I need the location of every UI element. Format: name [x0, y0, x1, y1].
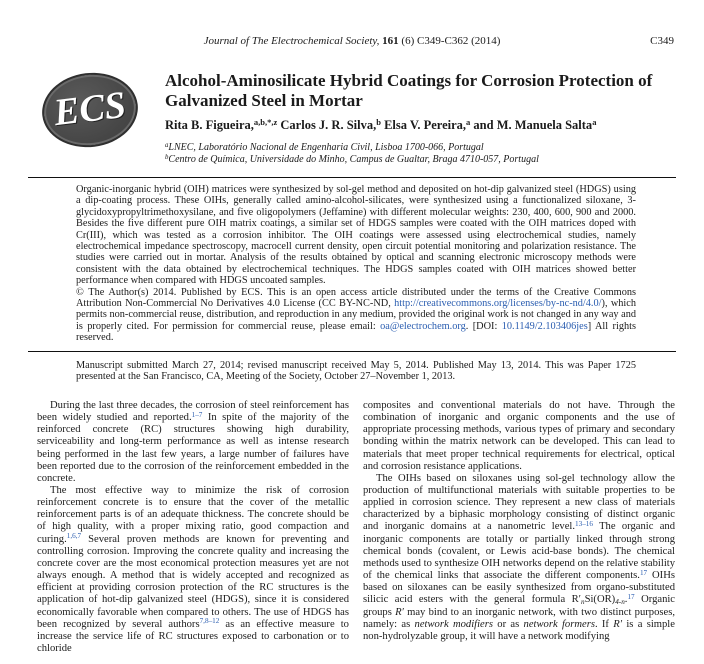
affiliation-b: [165, 154, 674, 166]
text-segment: network formers: [523, 618, 595, 630]
text-segment: . [DOI:: [465, 320, 502, 332]
text-segment: Carlos J. R. Silva,: [277, 118, 377, 132]
journal-issue-info: (6) C349-C362 (2014): [398, 35, 501, 47]
authors-line: [165, 118, 674, 133]
text-segment: . If: [594, 618, 614, 630]
citation-ref[interactable]: 7,8–12: [199, 617, 220, 626]
text-segment: The organic and inorganic components are totally or partially linked through strong chemical bonds (covalent, or Lewis acid-base bonds). The chemical methods used to synthesize OIH networks depend on the relative stability of the chemical links that associate the different components.: [363, 521, 675, 582]
page-header: [0, 35, 704, 49]
left-column: [37, 400, 349, 655]
text-segment: Elsa V. Pereira,: [380, 118, 467, 132]
text-segment: R′: [395, 606, 404, 618]
text-segment: a,b,*,z: [253, 117, 278, 128]
doi-link[interactable]: 10.1149/2.103406jes: [501, 320, 588, 332]
text-segment: as an effective measure to increase the service life of RC structures exposed to carbonation or to chloride: [37, 618, 349, 654]
body-columns: [37, 400, 675, 655]
text-segment: Centro de Química, Universidade do Minho, Campus de Gualtar, Braga 4710-057, Portugal: [168, 154, 539, 165]
page-number: C349: [650, 35, 674, 47]
paper-title: Alcohol-Aminosilicate Hybrid Coatings for Corrosion Protection of Galvanized Steel in Mortar: [165, 71, 653, 110]
text-segment: n: [581, 598, 585, 607]
citation-ref[interactable]: 17: [627, 593, 635, 602]
text-segment: or as: [493, 618, 524, 630]
manuscript-note: Manuscript submitted March 27, 2014; revised manuscript received May 5, 2014. Published May 13, 2014. This was Paper 1725 presented at the San Francisco, CA, Meeting of the Society, October 27–November 1, 2013.: [76, 359, 636, 383]
text-segment: may bind to an inorganic network, with two distinct purposes, namely: as: [363, 606, 675, 630]
text-segment: b: [165, 153, 169, 161]
citation-ref[interactable]: 1–7: [191, 410, 203, 419]
text-segment: Rita B. Figueira,: [165, 118, 254, 132]
text-segment: Several proven methods are known for preventing and controlling corrosion. Improving the concrete quality and increasing the concrete cover are the most economical protection measures yet are not always enough. A method that is widely accepted and recognized as efficient at providing corrosion protection of the RC structures is the application of hot-dip galvanized steel (HDGS), since it is considered economically favorable when compared to others. The use of HDGS has been recognized by several authors: [37, 533, 349, 630]
text-segment: The most effective way to minimize the risk of corrosion reinforcement concrete is to ensure that the cover of the metallic reinforcement parts is of an adequate thickness. The concrete should be of high quality, with a proper mixing ratio, good compaction and curing.: [37, 484, 349, 545]
affiliation-a: [165, 142, 674, 154]
right-column: [363, 400, 675, 655]
text-segment: .: [624, 594, 628, 606]
text-segment: 4-n: [615, 598, 625, 607]
citation-ref[interactable]: 1,6,7: [66, 532, 82, 541]
cc-license-link[interactable]: http://creativecommons.org/licenses/by-nc-nd/4.0/: [394, 298, 602, 310]
text-segment: composites and conventional materials do not have. Through the combination of inorganic and organic components and the use of appropriate processing methods, various types of primary and secondary bonding within the matrix network can be developed. This can lead to materials that meet proper technical requirements for electrical, optical and corrosion resistance applications.: [363, 399, 675, 472]
text-segment: ] All rights reserved.: [76, 320, 636, 344]
citation-ref[interactable]: 17: [639, 568, 648, 577]
text-segment: OIHs based on siloxanes can be easily synthesized from organo-substituted silicic acid esters with the general formula R′: [363, 570, 675, 606]
text-segment: ), which permits non-commercial reuse, distribution, and reproduction in any medium, provided the original work is not changed in any way and is properly cited. For permission for commercial reuse, please email:: [76, 298, 636, 332]
text-segment: a: [592, 117, 597, 128]
ecs-logo-text: ECS: [51, 83, 129, 135]
title-block: [42, 71, 674, 166]
body-paragraph: [37, 485, 349, 655]
text-segment: and M. Manuela Salta: [470, 118, 593, 132]
title-authors: [165, 71, 674, 166]
text-segment: In spite of the majority of the reinforced concrete (RC) structures showing high durability, serviceability and long-term performance as well as intense research being performed in the last few years, a large number of failures have been reported due to the corrosion of the reinforcement embedded in the concrete.: [37, 412, 349, 484]
journal-volume: 161: [382, 35, 399, 47]
body-paragraph: [363, 400, 675, 473]
text-segment: Organic groups: [363, 594, 676, 618]
text-segment: The OIHs based on siloxanes using sol-gel technology allow the production of multifunctional materials with suitable properties to be applied in corrosion science. They represent a new class of materials characterized by a biphasic morphology consisting of distinct organic and inorganic domains at a nanometric level.: [363, 472, 675, 533]
text-segment: LNEC, Laboratório Nacional de Engenharia Civil, Lisboa 1700-066, Portugal: [168, 142, 484, 153]
text-segment: During the last three decades, the corrosion of steel reinforcement has been widely studied and reported.: [37, 399, 349, 424]
journal-page: [0, 35, 704, 664]
oa-email-link[interactable]: oa@electrochem.org: [380, 320, 466, 332]
journal-citation: [0, 35, 704, 47]
citation-ref[interactable]: 13–16: [575, 520, 593, 529]
text-segment: network modifiers: [414, 618, 493, 630]
text-segment: R′: [613, 618, 623, 630]
affiliations: [165, 142, 674, 166]
text-segment: a: [165, 141, 169, 149]
body-paragraph: [363, 473, 675, 643]
text-segment: is a simple non-hydrolyzable group, it will have a network modifying: [363, 618, 675, 642]
ecs-logo-ellipse: [38, 67, 142, 152]
journal-name: Journal of The Electrochemical Society,: [203, 35, 383, 47]
abstract-copyright: [76, 287, 636, 344]
divider-above-abstract: [28, 177, 676, 178]
text-segment: b: [376, 117, 381, 128]
divider-below-abstract: [28, 351, 676, 352]
abstract-text: Organic-inorganic hybrid (OIH) matrices were synthesized by sol-gel method and deposited on hot-dip galvanized steel (HDGS) using a dip-coating process. These OIHs, generally called amino-alcohol-silicates, were synthesized using a functionalized siloxane, 3-glycidoxypropyltrimethoxysilane, and five oligopolymers (Jeffamine) with different molecular weights: 230, 400, 600, 900 and 2000. Besides the five different pure OIH matrix coatings, a similar set of HDGS samples were coated with the OIH matrices doped with Cr(III), which was tested as a corrosion inhibitor. The OIH coatings were assessed using electrochemical studies, namely electrochemical impedance spectroscopy, macrocell current density, open circuit potential monitoring and polarization resistance. The studies were carried out in mortar. Analysis of the results obtained by optical and scanning electronic microscopy methods were consistent with the data obtained by electrochemical techniques. The HDGS samples coated with OIH matrices showed better performance when compared with HDGS uncoated samples.: [76, 184, 636, 287]
body-paragraph: [37, 400, 349, 485]
text-segment: © The Author(s) 2014. Published by ECS. This is an open access article distributed under the terms of the Creative Commons Attribution Non-Commercial No Derivatives 4.0 License (CC BY-NC-ND,: [76, 286, 636, 310]
ecs-logo: [42, 71, 142, 166]
text-segment: Si(OR): [584, 594, 616, 606]
text-segment: a: [466, 117, 471, 128]
abstract-section: [76, 184, 636, 344]
